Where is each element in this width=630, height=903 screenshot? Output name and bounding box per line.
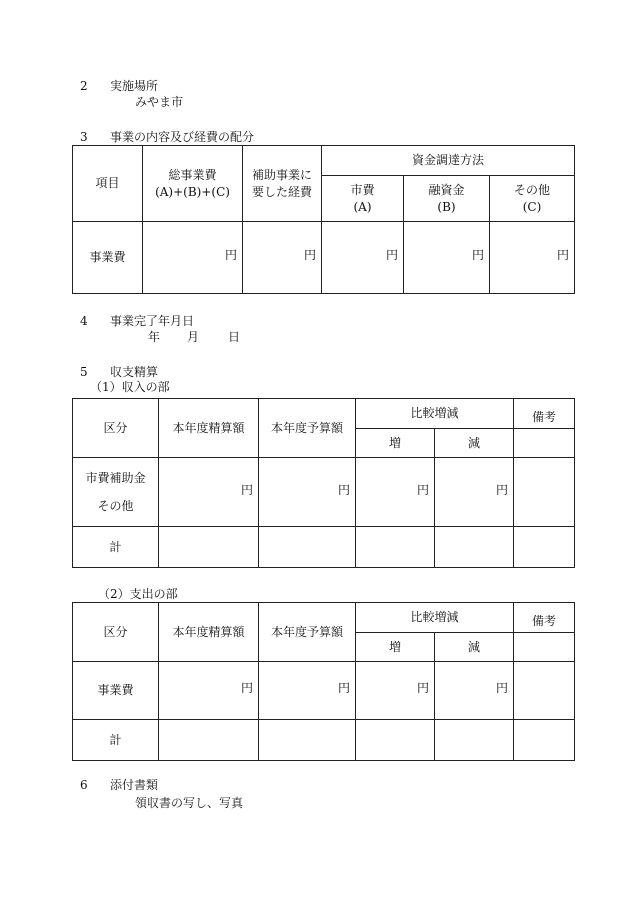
- cell-expense-total-notes[interactable]: [514, 720, 575, 761]
- header-decrease: 減: [435, 429, 514, 458]
- yen-unit: 円: [471, 248, 484, 263]
- label-city-subsidy: 市費補助金: [85, 471, 146, 485]
- cell-expense-total-decrease[interactable]: [435, 720, 514, 761]
- cell-other[interactable]: [490, 222, 575, 294]
- cell-income-total-decrease[interactable]: [435, 527, 514, 568]
- cell-total-cost[interactable]: [143, 222, 243, 294]
- income-table: [72, 398, 575, 568]
- header-subsidy-cost: 補助事業に 要した経費: [243, 146, 322, 222]
- section-2-title: 実施場所: [110, 79, 159, 93]
- header-notes: 備考: [514, 603, 575, 633]
- cell-notes-header-blank: [514, 633, 575, 662]
- expense-section-title: （2）支出の部: [98, 587, 178, 601]
- cell-income-total-actual[interactable]: [159, 527, 259, 568]
- cell-expense-decrease[interactable]: [435, 662, 514, 720]
- header-notes: 備考: [514, 399, 575, 429]
- cell-city-funds[interactable]: [322, 222, 404, 294]
- section-6-number: 6: [80, 778, 88, 792]
- attached-documents: 領収書の写し、写真: [135, 796, 244, 810]
- cell-income-budget[interactable]: [259, 458, 356, 527]
- cell-income-actual[interactable]: [159, 458, 259, 527]
- cell-expense-budget[interactable]: [259, 662, 356, 720]
- yen-unit: 円: [496, 681, 509, 696]
- cell-income-total-notes[interactable]: [514, 527, 575, 568]
- cell-subsidy-cost[interactable]: [243, 222, 322, 294]
- cell-expense-notes[interactable]: [514, 662, 575, 720]
- cell-expense-total-budget[interactable]: [259, 720, 356, 761]
- header-total-cost: 総事業費 (A)+(B)+(C): [143, 146, 243, 222]
- header-category: 区分: [73, 399, 159, 458]
- section-6-title: 添付書類: [110, 778, 159, 792]
- section-3-title: 事業の内容及び経費の配分: [110, 130, 255, 144]
- income-total-label: 計: [73, 527, 159, 568]
- cell-income-total-increase[interactable]: [356, 527, 435, 568]
- section-2-number: 2: [80, 79, 88, 93]
- section-3-number: 3: [80, 130, 88, 144]
- cell-income-increase[interactable]: [356, 458, 435, 527]
- yen-unit: 円: [303, 248, 316, 263]
- header-comparison: 比較増減: [356, 399, 514, 429]
- header-budget-amount: 本年度予算額: [259, 603, 356, 662]
- yen-unit: 円: [385, 248, 398, 263]
- completion-month-label: 月: [187, 330, 200, 344]
- header-category: 区分: [73, 603, 159, 662]
- yen-unit: 円: [240, 681, 253, 696]
- header-funding-method: 資金調達方法: [322, 146, 575, 176]
- income-section-title: （1）収入の部: [90, 380, 170, 394]
- section-4-title: 事業完了年月日: [110, 314, 195, 328]
- cell-expense-total-actual[interactable]: [159, 720, 259, 761]
- header-other: その他 (C): [490, 176, 575, 222]
- yen-unit: 円: [416, 681, 429, 696]
- header-item: 項目: [73, 146, 143, 222]
- completion-day-label: 日: [228, 330, 241, 344]
- label-project-cost: 事業費: [73, 662, 159, 720]
- implementation-location: みやま市: [135, 95, 184, 109]
- cell-notes-header-blank: [514, 429, 575, 458]
- yen-unit: 円: [337, 681, 350, 696]
- header-increase: 増: [356, 633, 435, 662]
- header-city-funds: 市費 (A): [322, 176, 404, 222]
- row-label-project-cost: 事業費: [73, 222, 143, 294]
- expense-total-label: 計: [73, 720, 159, 761]
- cell-expense-actual[interactable]: [159, 662, 259, 720]
- cell-income-total-budget[interactable]: [259, 527, 356, 568]
- yen-unit: 円: [337, 482, 350, 497]
- header-actual-amount: 本年度精算額: [159, 603, 259, 662]
- section-5-title: 収支精算: [110, 365, 159, 379]
- cost-allocation-table: [72, 145, 575, 294]
- section-5-number: 5: [80, 365, 88, 379]
- income-row-labels: [73, 458, 159, 527]
- section-4-number: 4: [80, 314, 88, 328]
- header-increase: 増: [356, 429, 435, 458]
- header-loan: 融資金 (B): [404, 176, 490, 222]
- header-actual-amount: 本年度精算額: [159, 399, 259, 458]
- header-budget-amount: 本年度予算額: [259, 399, 356, 458]
- completion-year-label: 年: [148, 330, 161, 344]
- yen-unit: 円: [240, 482, 253, 497]
- header-comparison: 比較増減: [356, 603, 514, 633]
- cell-income-notes[interactable]: [514, 458, 575, 527]
- cell-expense-total-increase[interactable]: [356, 720, 435, 761]
- yen-unit: 円: [416, 482, 429, 497]
- cell-expense-increase[interactable]: [356, 662, 435, 720]
- header-decrease: 減: [435, 633, 514, 662]
- yen-unit: 円: [496, 482, 509, 497]
- yen-unit: 円: [224, 248, 237, 263]
- expense-table: [72, 602, 575, 761]
- cell-loan[interactable]: [404, 222, 490, 294]
- label-other: その他: [97, 499, 134, 513]
- cell-income-decrease[interactable]: [435, 458, 514, 527]
- yen-unit: 円: [557, 248, 570, 263]
